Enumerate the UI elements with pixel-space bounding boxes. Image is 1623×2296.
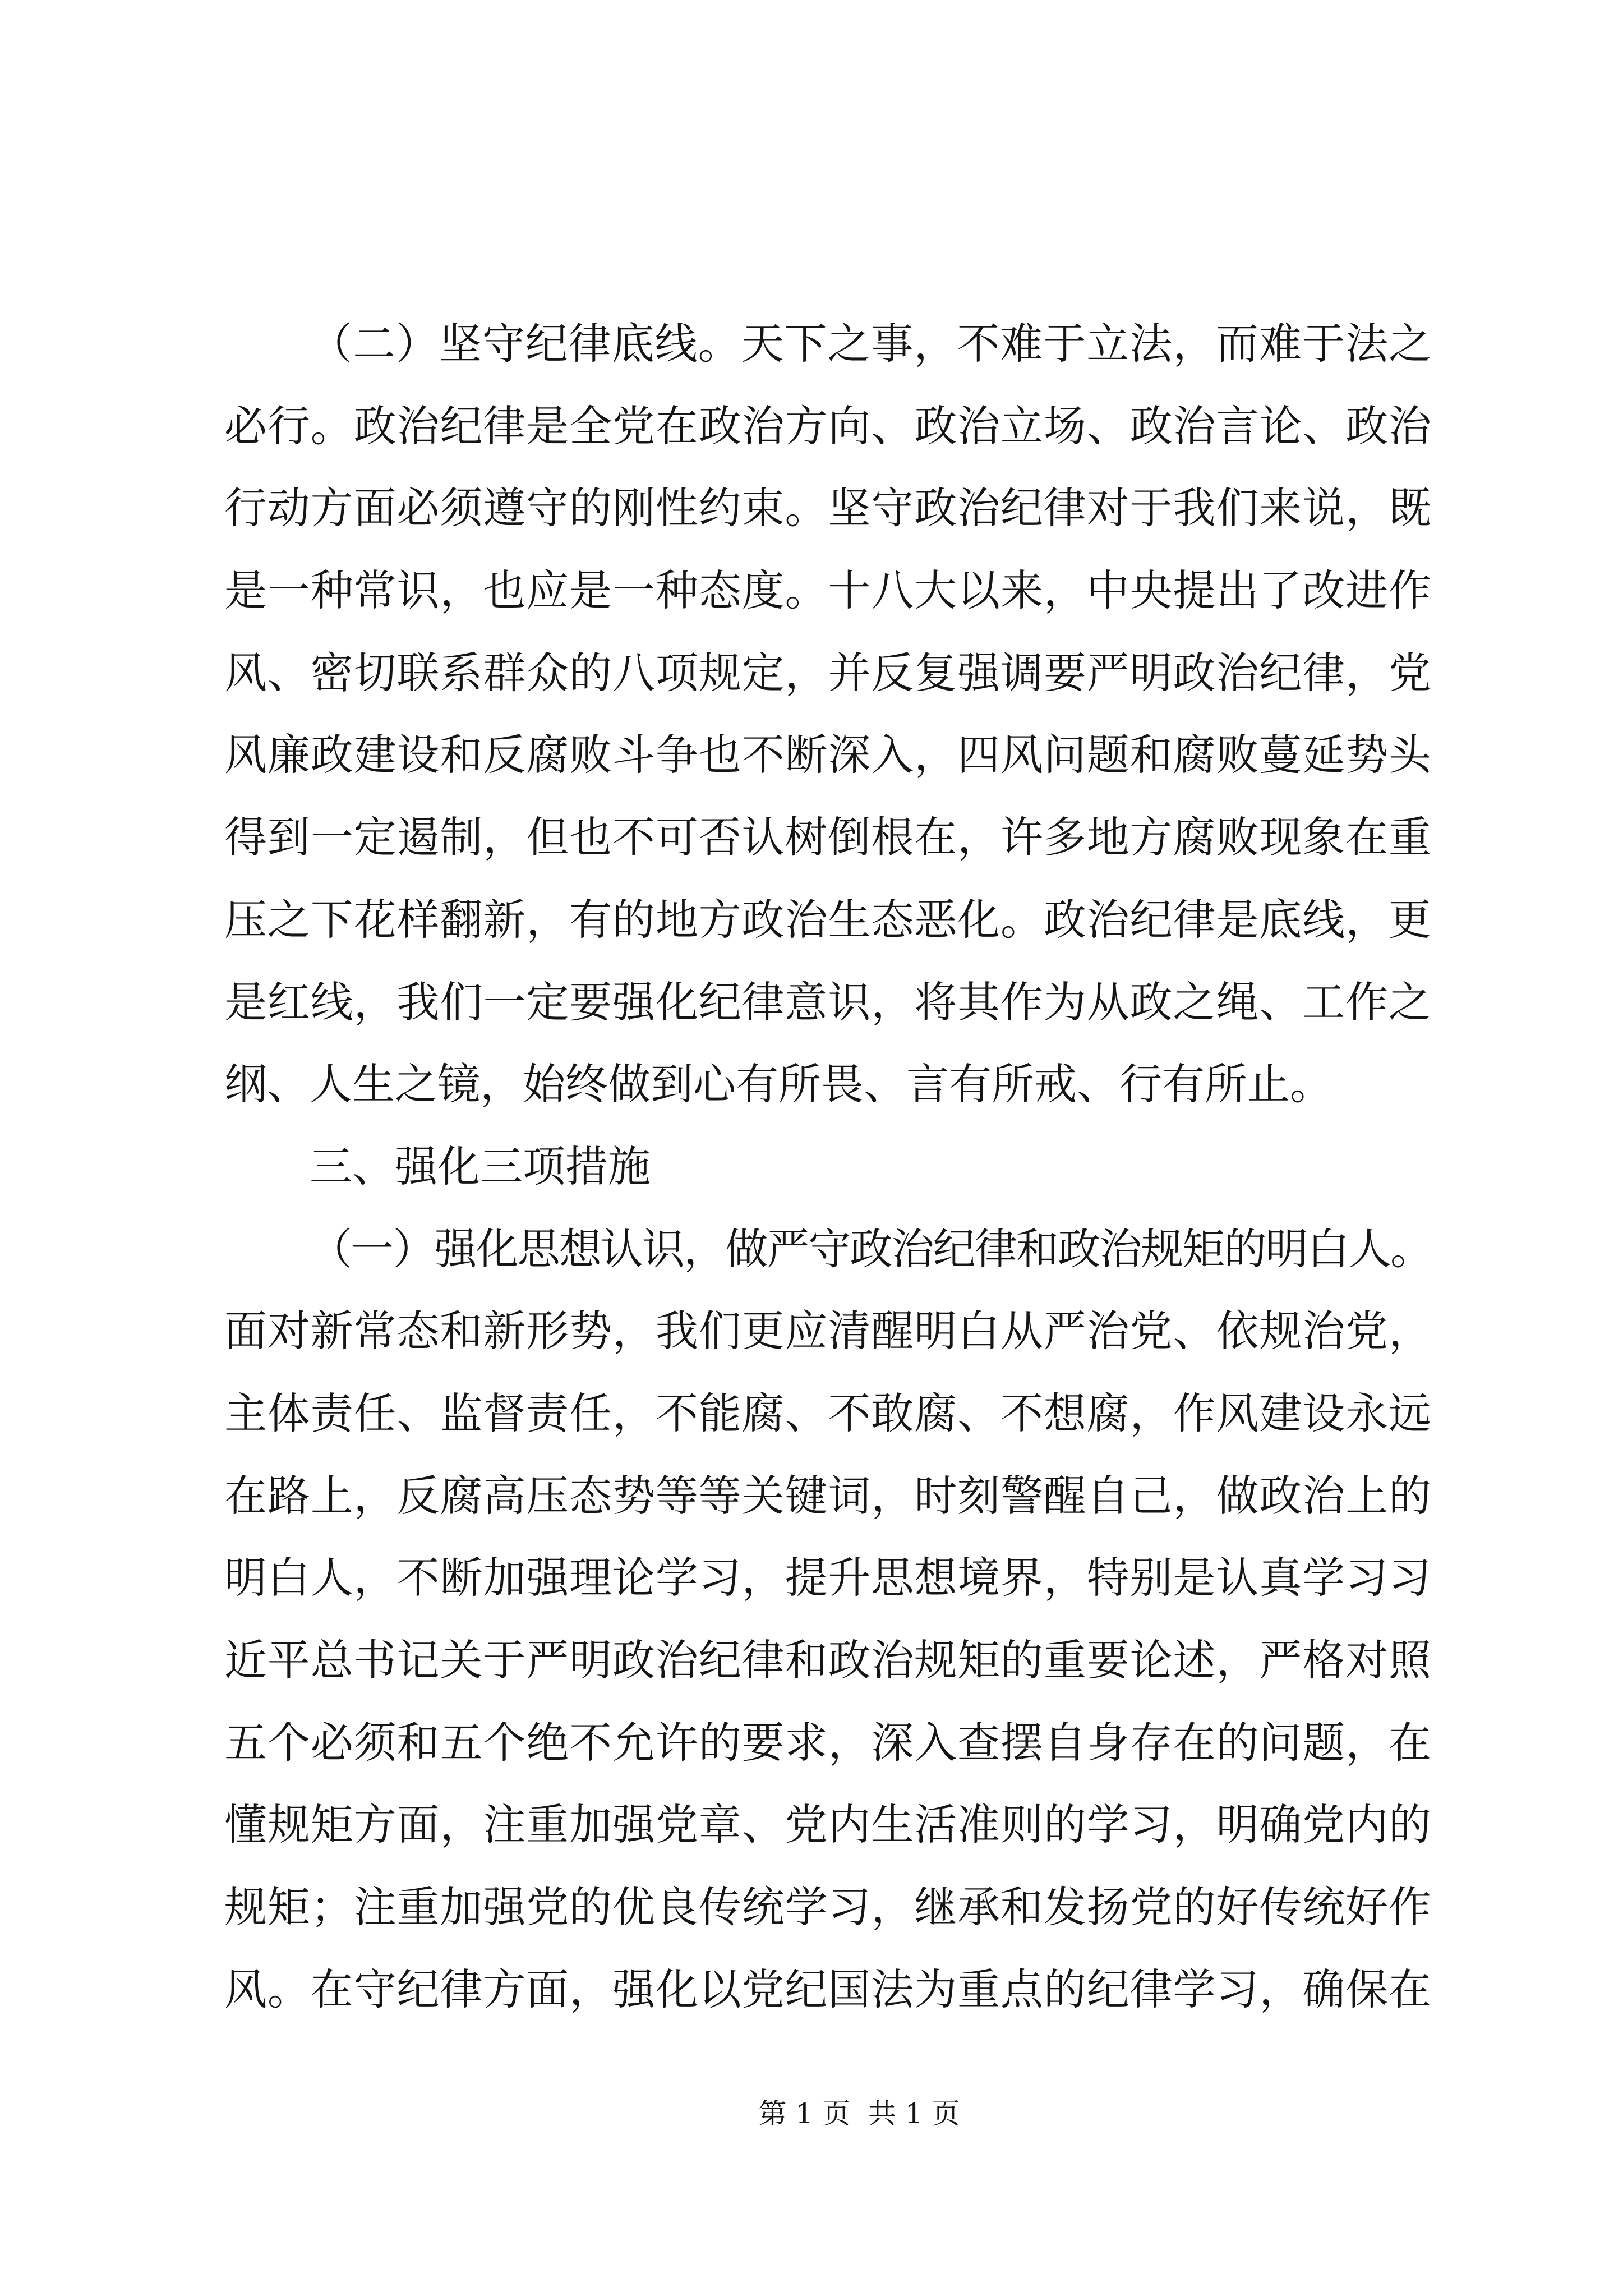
paragraph-line: 是一种常识，也应是一种态度。十八大以来，中央提出了改进作 <box>224 565 1431 616</box>
paragraph-line: 风、密切联系群众的八项规定，并反复强调要严明政治纪律，党 <box>224 647 1431 698</box>
paragraph-line: 风廉政建设和反腐败斗争也不断深入，四风问题和腐败蔓延势头 <box>224 730 1431 780</box>
section-heading: 三、强化三项措施 <box>310 1141 651 1191</box>
paragraph-line: 明白人，不断加强理论学习，提升思想境界，特别是认真学习习 <box>224 1553 1431 1603</box>
document-body <box>224 303 1431 2031</box>
paragraph-line: 规矩；注重加强党的优良传统学习，继承和发扬党的好传统好作 <box>224 1882 1431 1932</box>
paragraph-line: 必行。政治纪律是全党在政治方向、政治立场、政治言论、政治 <box>224 401 1431 451</box>
paragraph-line: 近平总书记关于严明政治纪律和政治规矩的重要论述，严格对照 <box>224 1635 1431 1685</box>
paragraph-line: 风。在守纪律方面，强化以党纪国法为重点的纪律学习，确保在 <box>224 1964 1431 2014</box>
paragraph-line: 是红线，我们一定要强化纪律意识，将其作为从政之绳、工作之 <box>224 977 1431 1027</box>
paragraph-line: 得到一定遏制，但也不可否认树倒根在，许多地方腐败现象在重 <box>224 812 1431 863</box>
page-number-footer: 第 1 页 共 1 页 <box>758 2097 960 2130</box>
paragraph-line: 压之下花样翻新，有的地方政治生态恶化。政治纪律是底线，更 <box>224 894 1431 945</box>
paragraph-line: 纲、人生之镜，始终做到心有所畏、言有所戒、行有所止。 <box>224 1059 1332 1110</box>
paragraph-line: 面对新常态和新形势，我们更应清醒明白从严治党、依规治党， <box>224 1306 1431 1356</box>
paragraph-line: 懂规矩方面，注重加强党章、党内生活准则的学习，明确党内的 <box>224 1800 1431 1850</box>
paragraph-line: 五个必须和五个绝不允许的要求，深入查摆自身存在的问题，在 <box>224 1717 1431 1768</box>
paragraph-line: 行动方面必须遵守的刚性约束。坚守政治纪律对于我们来说，既 <box>224 483 1431 533</box>
paragraph-line: 在路上，反腐高压态势等等关键词，时刻警醒自己，做政治上的 <box>224 1470 1431 1521</box>
paragraph-line: （二）坚守纪律底线。天下之事，不难于立法，而难于法之 <box>310 319 1431 369</box>
paragraph-line: （一）强化思想认识，做严守政治纪律和政治规矩的明白人。 <box>310 1223 1431 1274</box>
paragraph-line: 主体责任、监督责任，不能腐、不敢腐、不想腐，作风建设永远 <box>224 1388 1431 1438</box>
